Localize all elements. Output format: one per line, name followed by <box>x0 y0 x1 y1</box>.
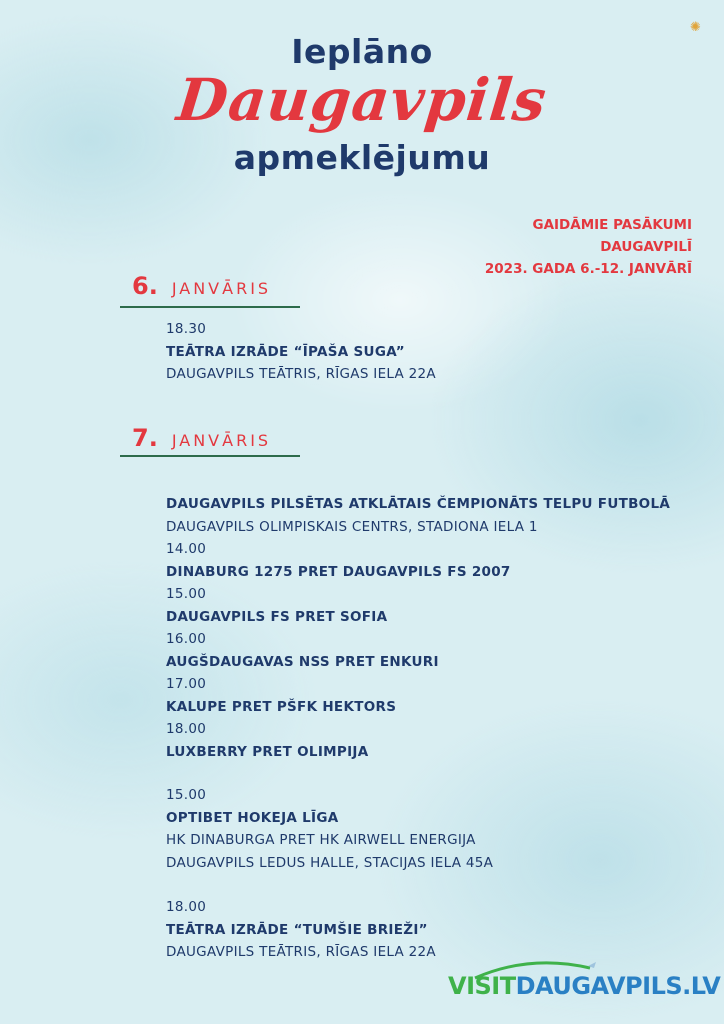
logo-name: DAUGAVPILS.LV <box>515 972 721 1000</box>
event-title: DAUGAVPILS PILSĒTAS ATKLĀTAIS ČEMPIONĀTS TELPU FUTBOLĀ <box>166 496 671 512</box>
day-month: JANVĀRIS <box>171 279 272 298</box>
event-title: TEĀTRA IZRĀDE “ĪPAŠA SUGA” <box>166 343 405 360</box>
event-time: 18.00 <box>166 899 207 915</box>
day-heading-6 <box>132 272 271 300</box>
logo-visit: VISIT <box>448 972 516 1000</box>
title-daugavpils: Daugavpils <box>173 66 551 134</box>
day-heading-7 <box>132 424 271 452</box>
title-apmeklejumu: apmeklējumu <box>233 138 491 177</box>
day-7-events-block-3 <box>166 896 436 964</box>
events-info-line1: GAIDĀMIE PASĀKUMI <box>532 217 692 233</box>
title-ieplano: Ieplāno <box>291 32 433 71</box>
event-title: DAUGAVPILS FS PRET SOFIA <box>166 608 388 625</box>
event-venue: DAUGAVPILS OLIMPISKAIS CENTRS, STADIONA IELA 1 <box>166 518 538 535</box>
day-month: JANVĀRIS <box>171 431 272 450</box>
event-title: LUXBERRY PRET OLIMPIJA <box>166 743 369 760</box>
day-number: 7. <box>132 424 158 452</box>
event-venue: DAUGAVPILS TEĀTRIS, RĪGAS IELA 22A <box>166 366 436 382</box>
event-title: TEĀTRA IZRĀDE “TUMŠIE BRIEŽI” <box>166 921 428 938</box>
event-time: 18.00 <box>166 721 207 737</box>
events-info-line3: 2023. GADA 6.-12. JANVĀRĪ <box>484 261 692 277</box>
sun-icon: ✺ <box>690 20 701 35</box>
event-venue: DAUGAVPILS TEĀTRIS, RĪGAS IELA 22A <box>166 944 436 960</box>
event-title: DINABURG 1275 PRET DAUGAVPILS FS 2007 <box>166 563 511 580</box>
event-time: 16.00 <box>166 631 207 647</box>
day-7-events-block-1 <box>166 493 670 763</box>
event-venue: DAUGAVPILS LEDUS HALLE, STACIJAS IELA 45A <box>166 854 494 871</box>
day-divider <box>120 455 300 457</box>
day-number: 6. <box>132 272 158 300</box>
events-info <box>485 214 692 280</box>
event-detail: HK DINABURGA PRET HK AIRWELL ENERGIJA <box>166 832 476 848</box>
visitdaugavpils-logo[interactable] <box>448 972 720 1000</box>
events-info-line2: DAUGAVPILĪ <box>600 239 692 255</box>
event-time: 18.30 <box>166 321 207 337</box>
event-title: KALUPE PRET PŠFK HEKTORS <box>166 698 397 715</box>
event-time: 17.00 <box>166 676 207 692</box>
day-7-events-block-2 <box>166 784 493 874</box>
event-time: 15.00 <box>166 586 207 602</box>
day-divider <box>120 306 300 308</box>
event-time: 14.00 <box>166 541 207 557</box>
day-6-events <box>166 318 436 386</box>
event-title: AUGŠDAUGAVAS NSS PRET ENKURI <box>166 653 439 670</box>
event-time: 15.00 <box>166 787 207 803</box>
event-title: OPTIBET HOKEJA LĪGA <box>166 809 339 826</box>
